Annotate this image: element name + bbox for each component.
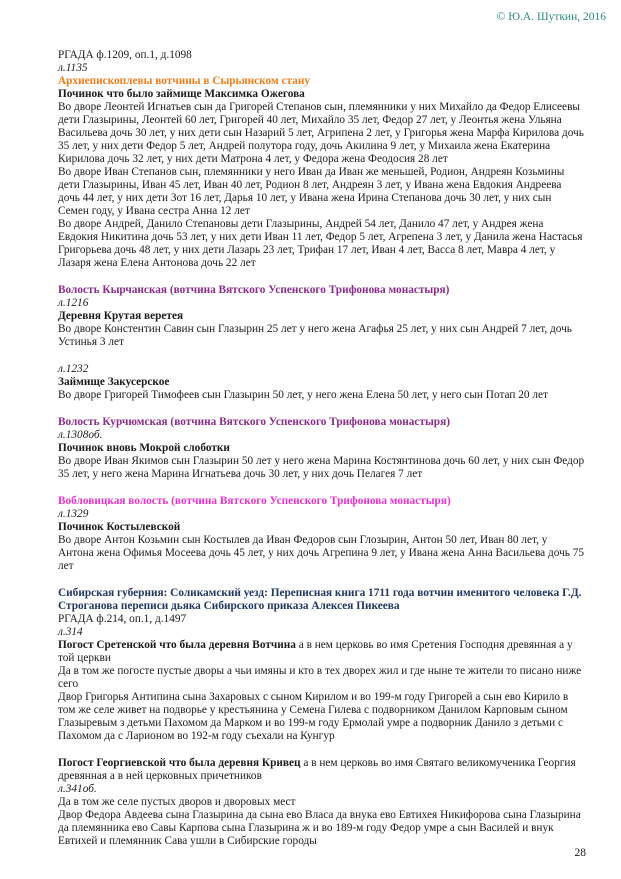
- archive-reference: РГАДА ф.1209, оп.1, д.1098: [58, 49, 192, 61]
- section-heading-purple: Волость Курчюмская (вотчина Вятского Успенского Трифонова монастыря): [58, 416, 450, 428]
- folio-reference: л.1308об.: [58, 429, 103, 441]
- folio-reference: л.341об.: [58, 783, 97, 795]
- section-heading-orange: Архиепископлевы вотчины в Сырьянском стану: [58, 75, 310, 87]
- census-paragraph: Погост Сретенской что была деревня Вотчина а в нем церковь во имя Сретения Господня древянная а у той церкви: [58, 639, 573, 664]
- folio-reference: л.1135: [58, 62, 88, 74]
- census-paragraph: Во дворе Григорей Тимофеев сын Глазырин 50 лет, у него жена Елена 50 лет, у него сын Потап 20 лет: [58, 389, 548, 401]
- census-paragraph: Во дворе Антон Козьмин сын Костылев да Иван Федоров сын Глозырин, Антон 50 лет, Иван 80 лет, у Антона жена Офимья Мосеева дочь 45 лет, у них дочь Агрепина 9 лет, у Ивана жена Анна Васильева дочь 75 лет: [58, 534, 585, 572]
- document-body: [58, 49, 585, 848]
- section-heading-navy: Сибирская губерния: Соликамский уезд: Переписная книга 1711 года вотчин именитого человека Г.Д. Строганова переписи дьяка Сибирского приказа Алексея Пикеева: [58, 587, 582, 612]
- settlement-heading: Починок что было займище Максимка Ожегова: [58, 88, 305, 100]
- census-paragraph: Во дворе Андрей, Данило Степановы дети Глазырины, Андрей 54 лет, Данило 47 лет, у Андрея жена Евдокия Никитина дочь 53 лет, у них дети Иван 11 лет, Федор 5 лет, Агрепена 3 лет, у Данила жена Настасья Григорьева дочь 48 лет, у них дети Лазарь 23 лет, Трифан 17 лет, Иван 4 лет, Васса 8 лет, Мавра 4 лет, у Лазаря жена Елена Антонова дочь 22 лет: [58, 218, 583, 269]
- spacer: [58, 481, 585, 495]
- census-paragraph: Во дворе Иван Степанов сын, племянники у него Иван да Иван же меньшей, Родион, Андреян Козьмины дети Глазырины, Иван 45 лет, Иван 40 лет, Родион 8 лет, Андреян 3 лет, у Ивана жена Евдокия Андреева дочь 44 лет, у них дети Зот 16 лет, Дарья 10 лет, у Ивана жена Ирина Степанова дочь 30 лет, у них сын Семен году, у Ивана сестра Анна 12 лет: [58, 166, 565, 217]
- settlement-heading: Починок вновь Мокрой слоботки: [58, 442, 230, 454]
- settlement-heading: Деревня Крутая веретея: [58, 310, 184, 322]
- spacer: [58, 270, 585, 284]
- census-paragraph: Погост Георгиевской что была деревня Кривец а в нем церковь во имя Святаго великомученика Георгия древянная а в ней церковных причетников: [58, 757, 576, 782]
- spacer: [58, 573, 585, 587]
- spacer: [58, 743, 585, 757]
- spacer: [58, 349, 585, 363]
- folio-reference: л.1216: [58, 297, 89, 309]
- section-heading-pink: Вобловицкая волость (вотчина Вятского Успенского Трифонова монастыря): [58, 495, 451, 507]
- paragraph-lead-bold: Погост Сретенской что была деревня Вотчина: [58, 639, 296, 651]
- paragraph-lead-bold: Погост Георгиевской что была деревня Кривец: [58, 757, 301, 769]
- folio-reference: л.314: [58, 626, 83, 638]
- archive-reference: РГАДА ф.214, оп.1, д.1497: [58, 613, 187, 625]
- census-paragraph: Двор Федора Авдеева сына Глазырина да сына ево Власа да внука ево Евтихея Никифорова сына Глазырина да племянника ево Савы Карпова сына Глазырина ж и во 189-м году Федор умре а сын Василей и внук Евтихей и племянник Сава ушли в Сибирские городы: [58, 809, 581, 847]
- census-paragraph: Во дворе Иван Якимов сын Глазырин 50 лет у него жена Марина Костянтинова дочь 60 лет, у них сын Федор 35 лет, у него жена Марина Игнатьева дочь 30 лет, у них дочь Пелагея 7 лет: [58, 455, 585, 480]
- census-paragraph: Во дворе Леонтей Игнатьев сын да Григорей Степанов сын, племянники у них Михайло да Федор Елисеевы дети Глазырины, Леонтей 60 лет, Григорей 40 лет, Михайло 35 лет, Федор 27 лет, у Леонтья жена Ульяна Васильева дочь 30 лет, у них дети сын Назарий 5 лет, Агрипена 2 лет, у Григорья жена Марфа Кирилова дочь 35 лет, у них дети Федор 5 лет, Андрей полутора году, дочь Акилина 9 лет, у Михаила жена Екатерина Кирилова дочь 32 лет, у них дети Матрона 4 лет, у Федора жена Феодосия 28 лет: [58, 101, 584, 165]
- census-paragraph: Да в том же погосте пустые дворы а чьи имяны и кто в тех дворех жил и где ныне те жители то писано ниже сего: [58, 665, 582, 690]
- section-heading-purple: Волость Кырчанская (вотчина Вятского Успенского Трифонова монастыря): [58, 284, 450, 296]
- settlement-heading: Починок Костылевской: [58, 521, 181, 533]
- folio-reference: л.1232: [58, 363, 89, 375]
- settlement-heading: Займище Закусерское: [58, 376, 170, 388]
- census-paragraph: Да в том же селе пустых дворов и дворовых мест: [58, 796, 296, 808]
- spacer: [58, 402, 585, 416]
- census-paragraph: Двор Григорья Антипина сына Захаровых с сыном Кирилом и во 199-м году Григорей а сын ево Кирило в том же селе живет на подворье у крестьянина у Семена Гилева с подворником Данилом Карповым сыном Глазыревым з детьми Пахомом да Марком и во 199-м году Ермолай умре а подворник Данило з детьми с Пахомом да с Ларионом во 192-м году съехали на Кунгур: [58, 691, 569, 742]
- census-paragraph: Во дворе Констентин Савин сын Глазырин 25 лет у него жена Агафья 25 лет, у них сын Андрей 7 лет, дочь Устинья 3 лет: [58, 323, 572, 348]
- folio-reference: л.1329: [58, 508, 89, 520]
- page-number: 28: [574, 847, 586, 859]
- copyright-notice: © Ю.А. Шуткин, 2016: [496, 11, 606, 23]
